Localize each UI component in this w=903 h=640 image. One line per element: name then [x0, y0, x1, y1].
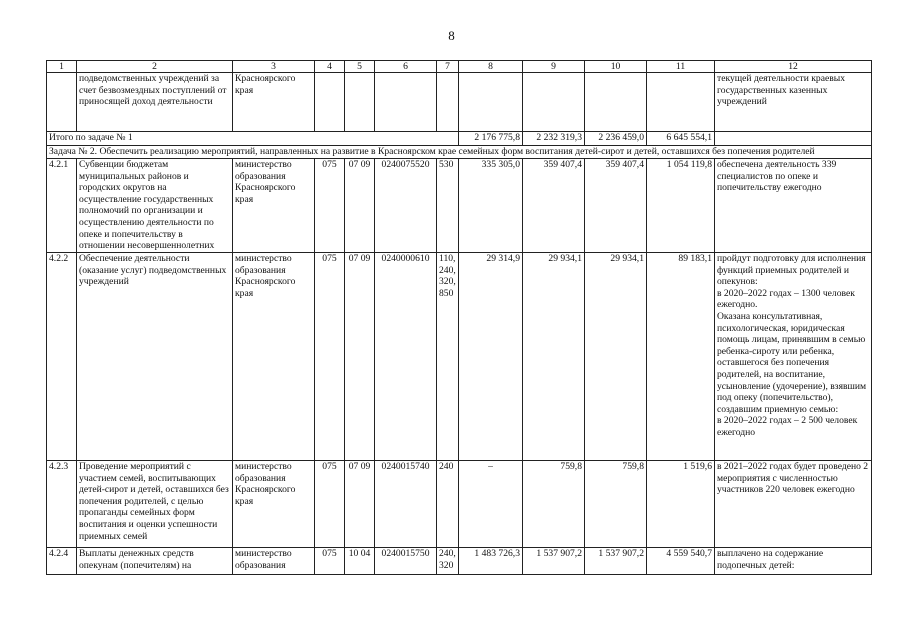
section-code: 07 09	[345, 253, 375, 461]
result-line: в 2020–2022 годах – 1300 человек ежегодно.	[717, 287, 855, 311]
row-number: 4.2.1	[47, 159, 77, 253]
cell	[345, 73, 375, 132]
column-header: 5	[345, 61, 375, 73]
target-article: 0240015750	[375, 548, 437, 575]
expected-result: выплачено на содержание подопечных детей:	[715, 548, 872, 575]
table-row	[47, 461, 872, 548]
row-number: 4.2.3	[47, 461, 77, 548]
amount-2021: 359 407,4	[523, 159, 585, 253]
grbs-code: 075	[315, 461, 345, 548]
row-number: 4.2.2	[47, 253, 77, 461]
column-header: 10	[585, 61, 647, 73]
grbs-code: 075	[315, 159, 345, 253]
task-2-title: Задача № 2. Обеспечить реализацию мероприятий, направленных на развитие в Красноярском крае семейных форм воспитания детей-сирот и детей, оставшихся без попечения родителей	[47, 146, 872, 159]
column-header: 1	[47, 61, 77, 73]
expense-type: 530	[437, 159, 459, 253]
responsible-agency: Красноярского края	[233, 73, 315, 132]
total-2020: 2 176 775,8	[459, 132, 523, 146]
target-article: 0240000610	[375, 253, 437, 461]
row-number	[47, 73, 77, 132]
column-header: 2	[77, 61, 233, 73]
grbs-code: 075	[315, 253, 345, 461]
expected-result	[715, 253, 872, 461]
result-line: Оказана консультативная, психологическая, юридическая помощь лицам, принявшим в семью ребенка-сироту или ребенка, оставшегося без попечения родителей, на воспитание, усыновление (удочерение), взявшим под опеку (попечительство), создавшим приемную семью:	[717, 310, 867, 415]
expected-result: обеспечена деятельность 339 специалистов по опеке и попечительству ежегодно	[715, 159, 872, 253]
expected-result: в 2021–2022 годах будет проведено 2 мероприятия с численностью участников 220 человек ежегодно	[715, 461, 872, 548]
column-header: 9	[523, 61, 585, 73]
column-header: 7	[437, 61, 459, 73]
section-code: 07 09	[345, 159, 375, 253]
activity-name: Проведение мероприятий с участием семей, воспитывающих детей-сирот и детей, оставшихся без попечения родителей, с целью пропаганды семейных форм воспитания и оценки успешности приемных семей	[77, 461, 233, 548]
cell	[523, 73, 585, 132]
amount-2022: 29 934,1	[585, 253, 647, 461]
cell	[459, 73, 523, 132]
column-header: 8	[459, 61, 523, 73]
amount-2020: 335 305,0	[459, 159, 523, 253]
section-code: 07 09	[345, 461, 375, 548]
amount-2020: 29 314,9	[459, 253, 523, 461]
total-label: Итого по задаче № 1	[47, 132, 459, 146]
total-2021: 2 232 319,3	[523, 132, 585, 146]
result-line: в 2020–2022 годах – 2 500 человек ежегодно	[717, 415, 858, 438]
total-2022: 2 236 459,0	[585, 132, 647, 146]
column-number-row	[47, 61, 872, 73]
amount-2021: 29 934,1	[523, 253, 585, 461]
grbs-code: 075	[315, 548, 345, 575]
cell	[315, 73, 345, 132]
amount-total: 1 519,6	[647, 461, 715, 548]
amount-2022: 1 537 907,2	[585, 548, 647, 575]
amount-2021: 1 537 907,2	[523, 548, 585, 575]
responsible-agency: министерство образования Красноярского края	[233, 253, 315, 461]
column-header: 12	[715, 61, 872, 73]
activity-name: подведомственных учреждений за счет безвозмездных поступлений от приносящей доход деятельности	[77, 73, 233, 132]
section-code: 10 04	[345, 548, 375, 575]
amount-total: 4 559 540,7	[647, 548, 715, 575]
table-row	[47, 253, 872, 461]
activity-name: Выплаты денежных средств опекунам (попечителям) на	[77, 548, 233, 575]
total-period: 6 645 554,1	[647, 132, 715, 146]
activity-name: Обеспечение деятельности (оказание услуг) подведомственных учреждений	[77, 253, 233, 461]
task-header-row	[47, 146, 872, 159]
expense-type: 240, 320	[437, 548, 459, 575]
responsible-agency: министерство образования Красноярского края	[233, 159, 315, 253]
responsible-agency: министерство образования	[233, 548, 315, 575]
cell	[375, 73, 437, 132]
amount-2020: 1 483 726,3	[459, 548, 523, 575]
activity-name: Субвенции бюджетам муниципальных районов и городских округов на осуществление государственных полномочий по организации и осуществлению деятельности по опеке и попечительству в отношении несовершеннолетних	[77, 159, 233, 253]
expense-type: 110, 240, 320, 850	[437, 253, 459, 461]
table-row	[47, 73, 872, 132]
expense-type: 240	[437, 461, 459, 548]
cell	[647, 73, 715, 132]
cell	[585, 73, 647, 132]
amount-2020: –	[459, 461, 523, 548]
amount-total: 1 054 119,8	[647, 159, 715, 253]
page-number: 8	[448, 28, 455, 43]
table-row	[47, 548, 872, 575]
responsible-agency: министерство образования Красноярского края	[233, 461, 315, 548]
column-header: 11	[647, 61, 715, 73]
table-row	[47, 159, 872, 253]
program-activities-table	[46, 60, 872, 575]
target-article: 0240075520	[375, 159, 437, 253]
column-header: 4	[315, 61, 345, 73]
target-article: 0240015740	[375, 461, 437, 548]
result-line: пройдут подготовку для исполнения функций приемных родителей и опекунов:	[717, 253, 866, 288]
amount-2022: 759,8	[585, 461, 647, 548]
total-row	[47, 132, 872, 146]
expected-result: текущей деятельности краевых государственных казенных учреждений	[715, 73, 872, 132]
amount-2022: 359 407,4	[585, 159, 647, 253]
column-header: 3	[233, 61, 315, 73]
cell	[715, 132, 872, 146]
column-header: 6	[375, 61, 437, 73]
amount-total: 89 183,1	[647, 253, 715, 461]
cell	[437, 73, 459, 132]
amount-2021: 759,8	[523, 461, 585, 548]
row-number: 4.2.4	[47, 548, 77, 575]
